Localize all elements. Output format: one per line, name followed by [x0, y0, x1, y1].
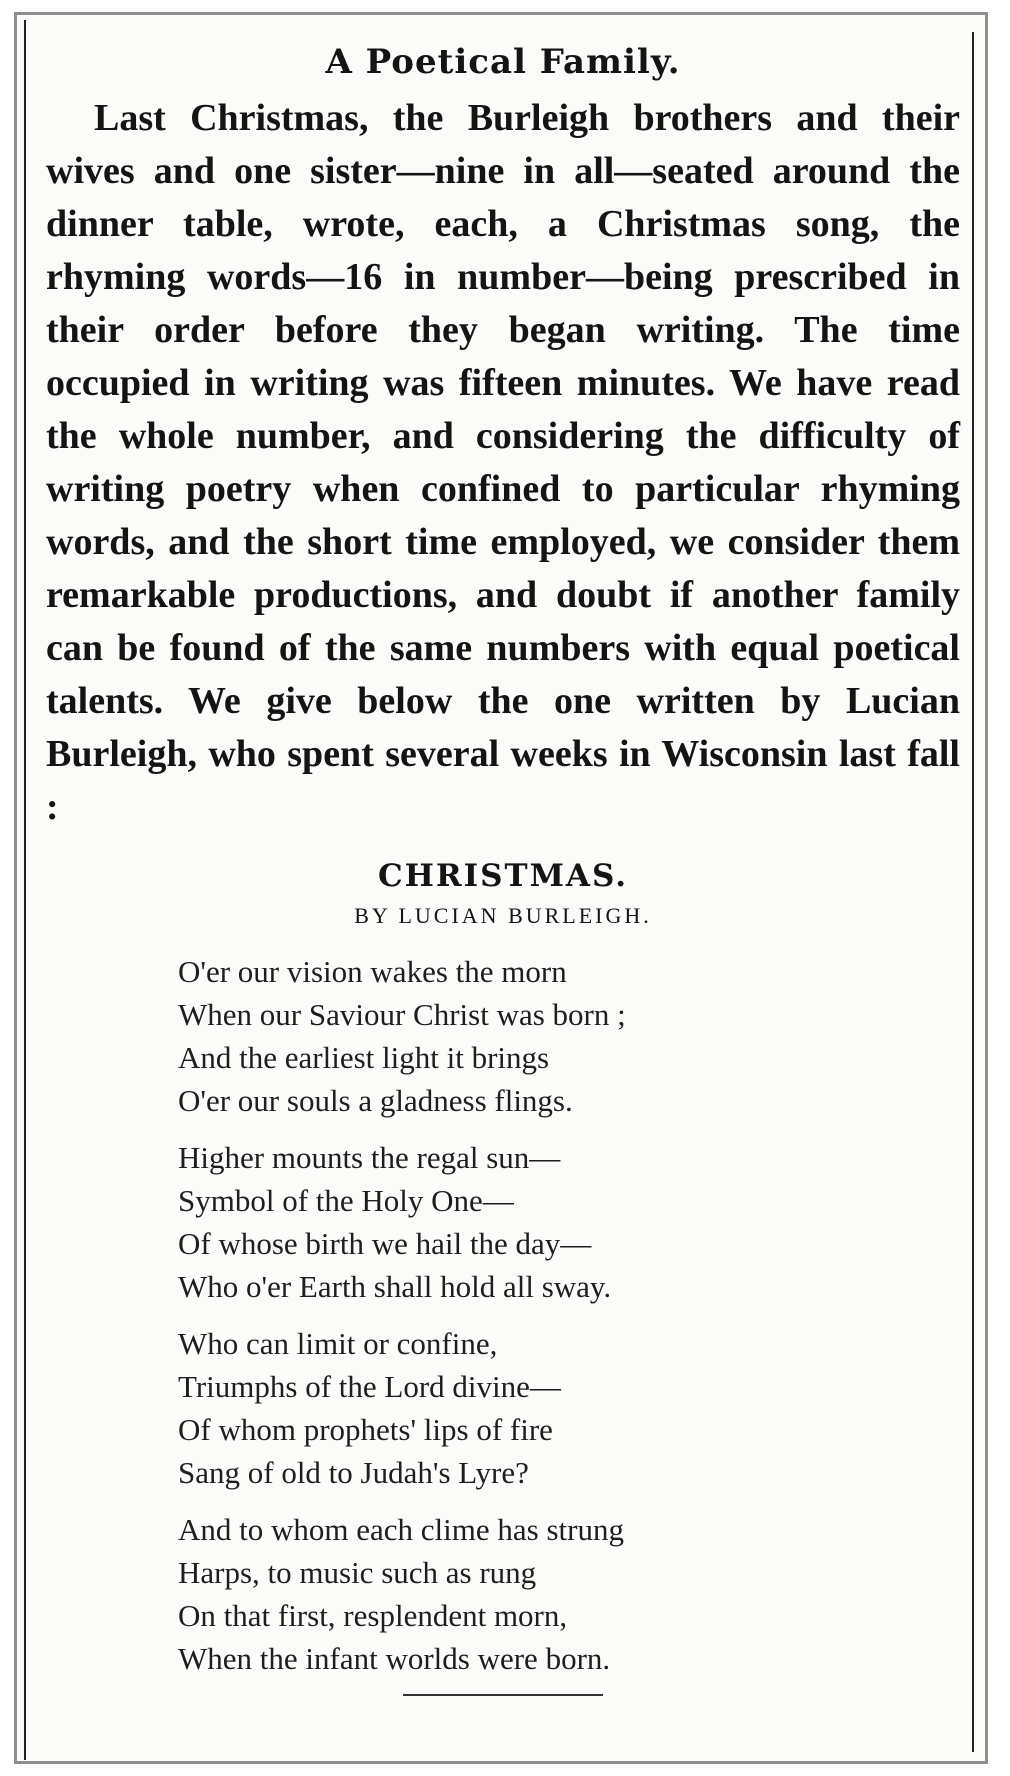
poem-line: Of whose birth we hail the day—	[178, 1226, 592, 1261]
poem-line: And to whom each clime has strung	[178, 1512, 624, 1547]
poem-line: Triumphs of the Lord divine—	[178, 1369, 561, 1404]
article-body: Last Christmas, the Burleigh brothers and their wives and one sister—nine in all—seated around the dinner table, wrote, each, a Christmas song, the rhyming words—16 in number—being prescribed in their order before they began writing. The time occupied in writing was fifteen minutes. We have read the whole number, and considering the difficulty of writing poetry when confined to particular rhyming words, and the short time employed, we consider them remarkable productions, and doubt if another family can be found of the same numbers with equal poetical talents. We give below the one written by Lucian Burleigh, who spent several weeks in Wisconsin last fall :	[46, 97, 960, 828]
poem-line: Sang of old to Judah's Lyre?	[178, 1455, 529, 1490]
poem-body	[178, 950, 960, 1680]
poem-line: On that first, resplendent morn,	[178, 1598, 568, 1633]
article	[46, 40, 960, 1696]
poem-line: Symbol of the Holy One—	[178, 1183, 514, 1218]
poem-stanza-3	[178, 1322, 960, 1494]
poem-byline: BY LUCIAN BURLEIGH.	[354, 903, 652, 928]
poem-line: Who o'er Earth shall hold all sway.	[178, 1269, 612, 1304]
poem-line: Harps, to music such as rung	[178, 1555, 537, 1590]
article-headline: A Poetical Family.	[325, 42, 681, 82]
end-rule-divider	[403, 1694, 603, 1696]
poem-stanza-4	[178, 1508, 960, 1680]
column-rule-left	[24, 20, 26, 1760]
poem-title: CHRISTMAS.	[377, 858, 629, 894]
poem-line: And the earliest light it brings	[178, 1040, 550, 1075]
poem-line: When the infant worlds were born.	[178, 1641, 611, 1676]
poem-line: O'er our vision wakes the morn	[178, 954, 567, 989]
column-rule-right	[972, 32, 974, 1752]
poem-line: O'er our souls a gladness flings.	[178, 1083, 573, 1118]
poem-line: When our Saviour Christ was born ;	[178, 997, 626, 1032]
poem-line: Higher mounts the regal sun—	[178, 1140, 561, 1175]
poem-line: Who can limit or confine,	[178, 1326, 498, 1361]
poem-stanza-1	[178, 950, 960, 1122]
poem-stanza-2	[178, 1136, 960, 1308]
poem-line: Of whom prophets' lips of fire	[178, 1412, 553, 1447]
